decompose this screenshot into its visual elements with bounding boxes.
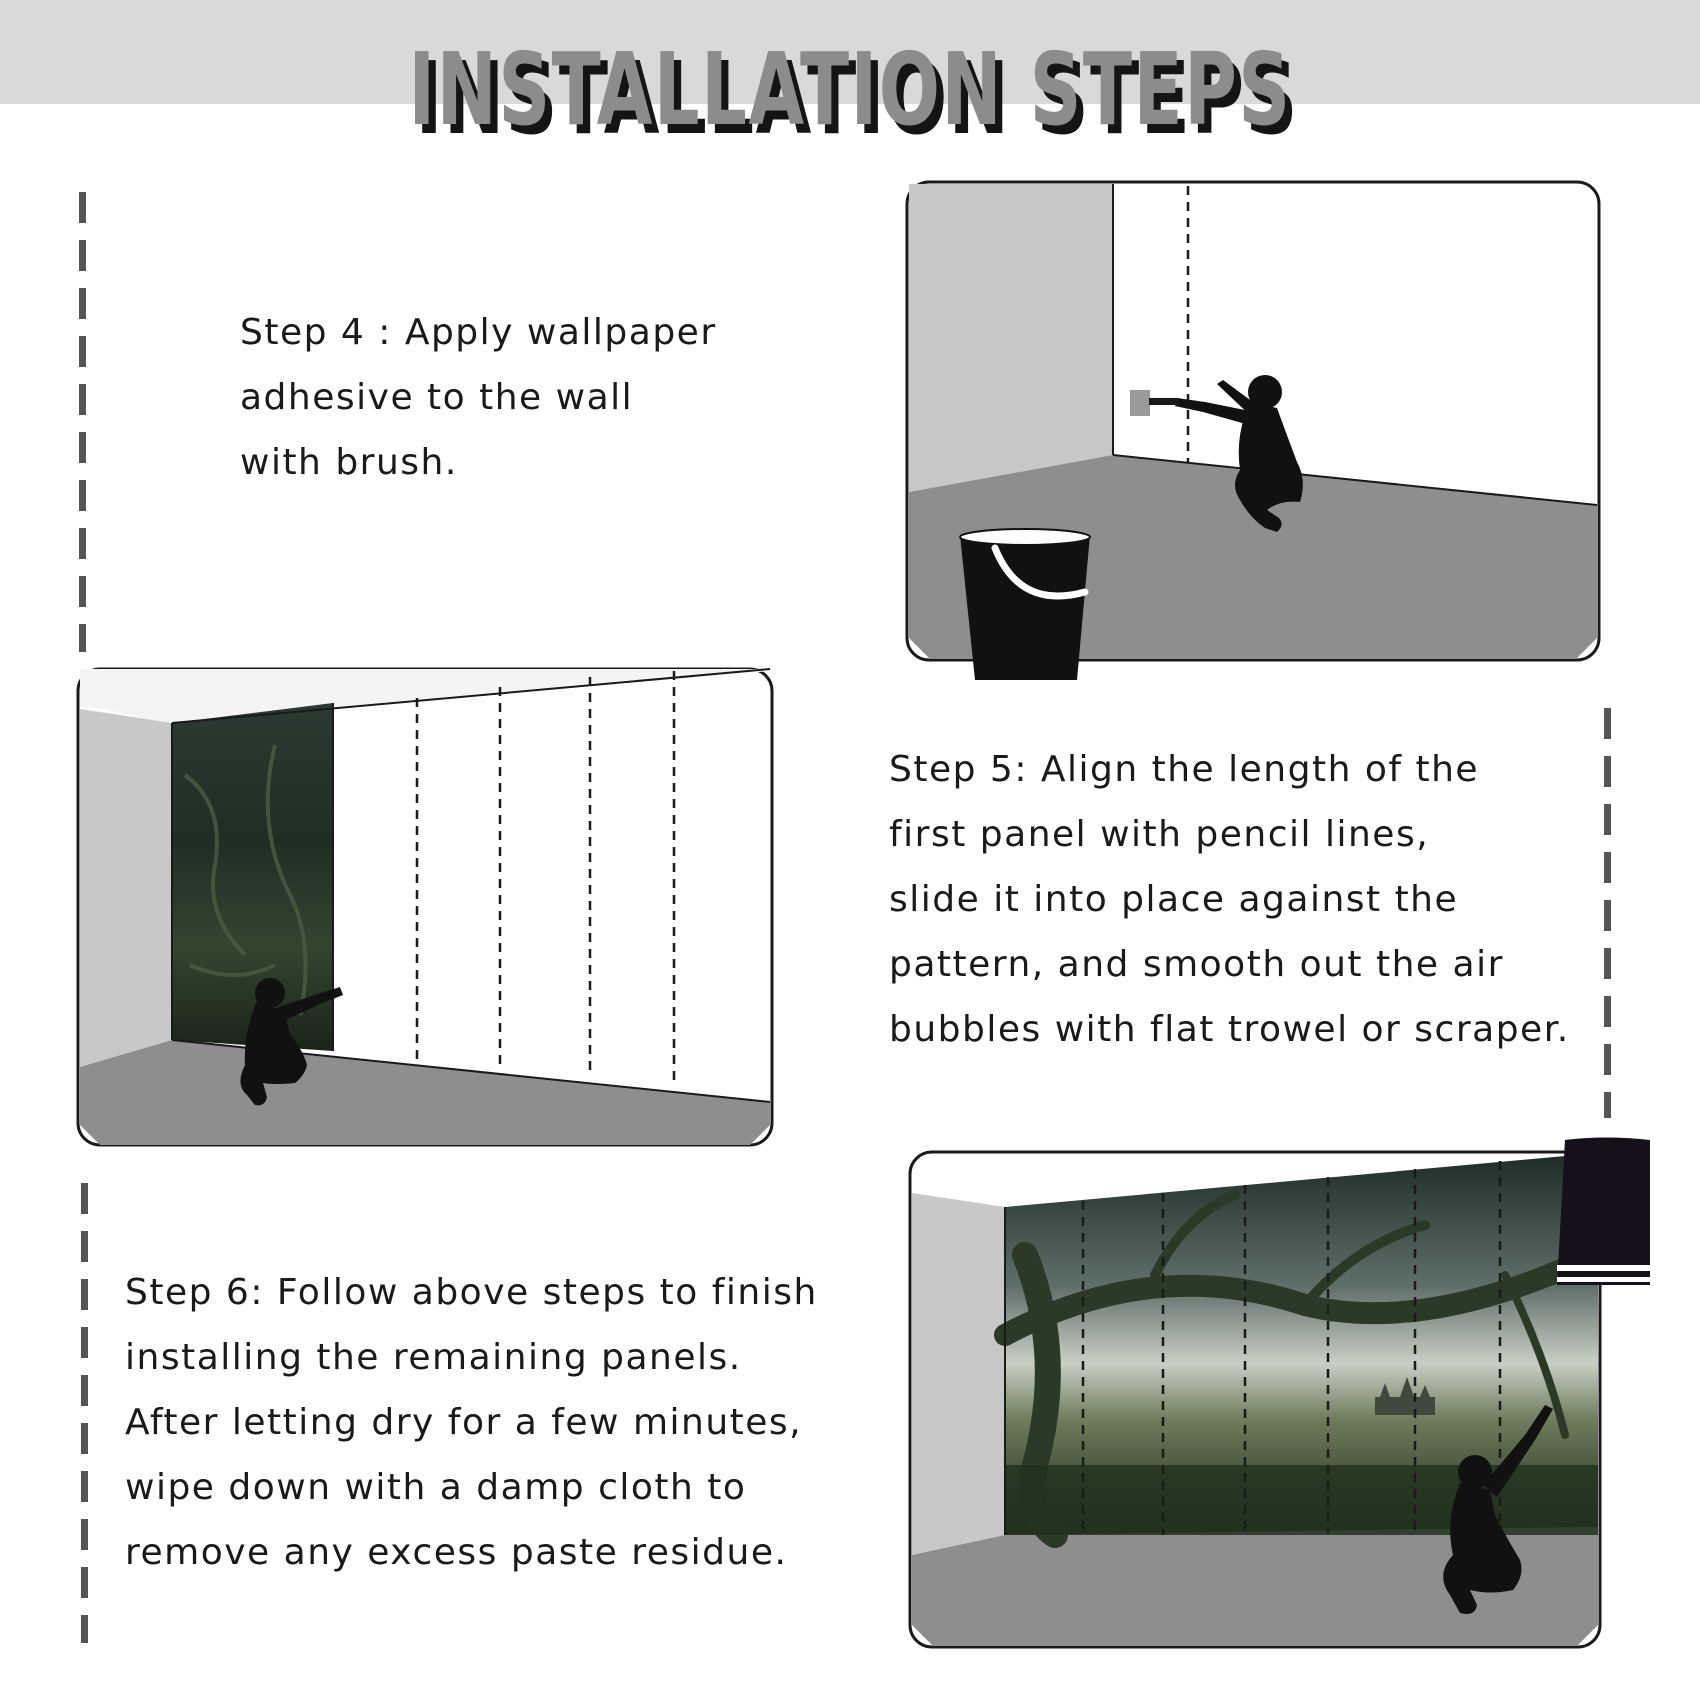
side-wall (912, 1193, 1005, 1555)
step-5-line: Step 5: Align the length of the (889, 749, 1480, 790)
dashed-guide-left-top (79, 192, 86, 652)
step-4-line: with brush. (240, 442, 458, 483)
damp-cloth-icon (1557, 1138, 1650, 1286)
step-6-line: remove any excess paste residue. (125, 1532, 788, 1573)
step-6-line: After letting dry for a few minutes, (125, 1402, 803, 1443)
step-6-line: Step 6: Follow above steps to finish (125, 1272, 818, 1313)
step-6-illustration (905, 1135, 1665, 1665)
step-6-line: wipe down with a damp cloth to (125, 1467, 747, 1508)
step-5-line: bubbles with flat trowel or scraper. (889, 1009, 1570, 1050)
dashed-guide-left-bottom (81, 1183, 88, 1643)
page-title: INSTALLATION STEPS (408, 31, 1292, 148)
step-6-line: installing the remaining panels. (125, 1337, 742, 1378)
step-5-text (889, 737, 1570, 1062)
step-5-line: pattern, and smooth out the air (889, 944, 1504, 985)
step-4-illustration (905, 180, 1605, 690)
step-6-text (125, 1260, 818, 1585)
step-4-line: adhesive to the wall (240, 377, 634, 418)
step-5-line: slide it into place against the (889, 879, 1459, 920)
step-4-line: Step 4 : Apply wallpaper (240, 312, 717, 353)
dashed-guide-right-middle (1604, 708, 1611, 1118)
step-4-text (240, 300, 717, 495)
step-5-illustration (75, 665, 775, 1155)
side-wall (80, 709, 172, 1067)
paste-bucket-icon (960, 529, 1090, 680)
side-wall (909, 184, 1113, 492)
step-5-line: first panel with pencil lines, (889, 814, 1430, 855)
